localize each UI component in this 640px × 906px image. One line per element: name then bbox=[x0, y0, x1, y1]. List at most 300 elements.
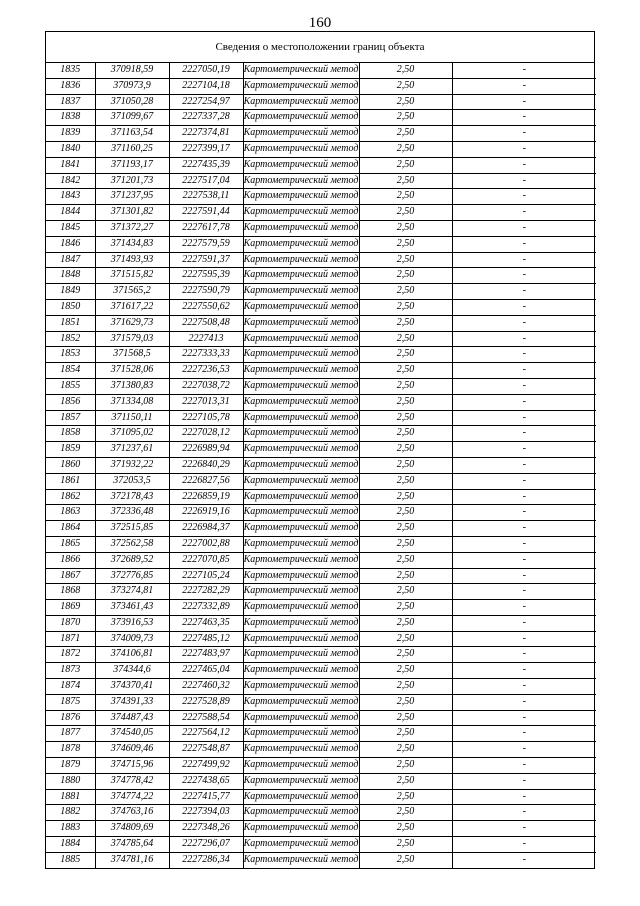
cell-coordinate-y: 2227508,48 bbox=[169, 315, 243, 331]
cell-method: Картометрический метод bbox=[243, 473, 359, 489]
cell-coordinate-y: 2227483,97 bbox=[169, 647, 243, 663]
cell-precision: 2,50 bbox=[359, 457, 452, 473]
cell-note: - bbox=[452, 805, 596, 821]
table-row bbox=[46, 442, 596, 458]
table-row bbox=[46, 252, 596, 268]
cell-coordinate-y: 2227499,92 bbox=[169, 758, 243, 774]
cell-note: - bbox=[452, 126, 596, 142]
cell-note: - bbox=[522, 853, 526, 865]
cell-precision: 2,50 bbox=[359, 758, 452, 774]
cell-precision: 2,50 bbox=[359, 852, 452, 867]
cell-precision: 2,50 bbox=[359, 584, 452, 600]
cell-coordinate-y: 2227028,12 bbox=[169, 426, 243, 442]
cell-note: - bbox=[452, 773, 596, 789]
cell-point-number: 1845 bbox=[46, 220, 95, 236]
cell-precision: 2,50 bbox=[359, 426, 452, 442]
cell-method: Картометрический метод bbox=[243, 110, 359, 126]
cell-coordinate-y: 2227337,28 bbox=[169, 110, 243, 126]
cell-coordinate-y: 2227013,31 bbox=[169, 394, 243, 410]
cell-coordinate-x: 372562,58 bbox=[95, 536, 169, 552]
cell-point-number: 1872 bbox=[46, 647, 95, 663]
cell-precision: 2,50 bbox=[359, 631, 452, 647]
cell-coordinate-y: 2227038,72 bbox=[169, 378, 243, 394]
cell-method: Картометрический метод bbox=[243, 426, 359, 442]
cell-method: Картометрический метод bbox=[243, 505, 359, 521]
cell-note: - bbox=[452, 284, 596, 300]
cell-method: Картометрический метод bbox=[243, 173, 359, 189]
cell-point-number: 1865 bbox=[46, 536, 95, 552]
cell-point-number: 1836 bbox=[46, 78, 95, 94]
cell-note: - bbox=[452, 758, 596, 774]
cell-precision: 2,50 bbox=[359, 837, 452, 853]
cell-method: Картометрический метод bbox=[243, 568, 359, 584]
cell-precision: 2,50 bbox=[359, 236, 452, 252]
table-row bbox=[46, 426, 596, 442]
cell-note: - bbox=[452, 821, 596, 837]
cell-note: - bbox=[452, 647, 596, 663]
cell-coordinate-x: 370973,9 bbox=[95, 78, 169, 94]
table-row bbox=[46, 489, 596, 505]
cell-precision: 2,50 bbox=[359, 220, 452, 236]
cell-precision: 2,50 bbox=[359, 189, 452, 205]
cell-note: - bbox=[452, 552, 596, 568]
cell-coordinate-x: 370918,59 bbox=[95, 63, 169, 78]
cell-precision: 2,50 bbox=[359, 205, 452, 221]
cell-method: Картометрический метод bbox=[243, 394, 359, 410]
cell-method: Картометрический метод bbox=[243, 758, 359, 774]
cell-method: Картометрический метод bbox=[243, 94, 359, 110]
cell-point-number: 1852 bbox=[46, 331, 95, 347]
cell-coordinate-y: 2227105,78 bbox=[169, 410, 243, 426]
cell-coordinate-y: 2227002,88 bbox=[169, 536, 243, 552]
cell-point-number: 1838 bbox=[46, 110, 95, 126]
cell-precision: 2,50 bbox=[359, 521, 452, 537]
table-row bbox=[46, 284, 596, 300]
table-row bbox=[46, 758, 596, 774]
cell-point-number: 1849 bbox=[46, 284, 95, 300]
page-number: 160 bbox=[308, 15, 332, 31]
cell-coordinate-x: 374487,43 bbox=[95, 710, 169, 726]
cell-precision: 2,50 bbox=[359, 378, 452, 394]
cell-method: Картометрический метод bbox=[243, 205, 359, 221]
cell-coordinate-y: 2227236,53 bbox=[169, 363, 243, 379]
cell-coordinate-y: 2227399,17 bbox=[169, 141, 243, 157]
cell-precision: 2,50 bbox=[359, 347, 452, 363]
cell-precision: 2,50 bbox=[359, 742, 452, 758]
cell-point-number: 1853 bbox=[46, 347, 95, 363]
cell-precision: 2,50 bbox=[359, 568, 452, 584]
table-row bbox=[46, 742, 596, 758]
cell-precision: 2,50 bbox=[359, 284, 452, 300]
cell-precision: 2,50 bbox=[359, 473, 452, 489]
cell-coordinate-x: 371237,95 bbox=[95, 189, 169, 205]
cell-coordinate-y: 2227105,24 bbox=[169, 568, 243, 584]
cell-method: Картометрический метод bbox=[243, 363, 359, 379]
cell-method: Картометрический метод bbox=[243, 679, 359, 695]
cell-note: - bbox=[452, 521, 596, 537]
table-row bbox=[46, 789, 596, 805]
cell-point-number: 1876 bbox=[46, 710, 95, 726]
cell-point-number: 1861 bbox=[46, 473, 95, 489]
cell-note: - bbox=[452, 442, 596, 458]
cell-coordinate-x: 371201,73 bbox=[95, 173, 169, 189]
table-row bbox=[46, 505, 596, 521]
cell-point-number: 1884 bbox=[46, 837, 95, 853]
table-row bbox=[46, 805, 596, 821]
cell-note: - bbox=[452, 742, 596, 758]
cell-coordinate-y: 2227282,29 bbox=[169, 584, 243, 600]
cell-precision: 2,50 bbox=[359, 710, 452, 726]
cell-method: Картометрический метод bbox=[243, 631, 359, 647]
table-row bbox=[46, 837, 596, 853]
cell-point-number: 1863 bbox=[46, 505, 95, 521]
cell-coordinate-x: 374609,46 bbox=[95, 742, 169, 758]
cell-method: Картометрический метод bbox=[243, 299, 359, 315]
cell-coordinate-x: 374540,05 bbox=[95, 726, 169, 742]
cell-note: - bbox=[452, 347, 596, 363]
cell-precision: 2,50 bbox=[359, 821, 452, 837]
table-row bbox=[46, 363, 596, 379]
cell-note: - bbox=[452, 94, 596, 110]
cell-coordinate-y: 2227550,62 bbox=[169, 299, 243, 315]
cell-coordinate-y: 2226919,16 bbox=[169, 505, 243, 521]
cell-point-number: 1885 bbox=[46, 852, 95, 867]
cell-note: - bbox=[452, 157, 596, 173]
cell-coordinate-x: 374391,33 bbox=[95, 694, 169, 710]
cell-point-number: 1875 bbox=[46, 694, 95, 710]
cell-precision: 2,50 bbox=[359, 157, 452, 173]
cell-precision: 2,50 bbox=[359, 647, 452, 663]
cell-point-number: 1856 bbox=[46, 394, 95, 410]
cell-note: - bbox=[452, 679, 596, 695]
cell-coordinate-y: 2227588,54 bbox=[169, 710, 243, 726]
table-row bbox=[46, 110, 596, 126]
table-row bbox=[46, 615, 596, 631]
cell-method: Картометрический метод bbox=[243, 600, 359, 616]
cell-coordinate-y: 2227333,33 bbox=[169, 347, 243, 363]
cell-method: Картометрический метод bbox=[243, 457, 359, 473]
cell-method: Картометрический метод bbox=[243, 189, 359, 205]
table-row bbox=[46, 78, 596, 94]
cell-point-number: 1844 bbox=[46, 205, 95, 221]
cell-note: - bbox=[452, 410, 596, 426]
cell-coordinate-x: 374763,16 bbox=[95, 805, 169, 821]
table-row bbox=[46, 457, 596, 473]
cell-note: - bbox=[452, 600, 596, 616]
cell-coordinate-x: 372515,85 bbox=[95, 521, 169, 537]
cell-method: Картометрический метод bbox=[243, 821, 359, 837]
table-row bbox=[46, 315, 596, 331]
table-row bbox=[46, 600, 596, 616]
cell-point-number: 1880 bbox=[46, 773, 95, 789]
cell-method: Картометрический метод bbox=[243, 521, 359, 537]
cell-precision: 2,50 bbox=[359, 78, 452, 94]
cell-method: Картометрический метод bbox=[243, 837, 359, 853]
cell-method: Картометрический метод bbox=[243, 347, 359, 363]
cell-method: Картометрический метод bbox=[243, 63, 359, 78]
cell-note: - bbox=[452, 63, 596, 78]
cell-coordinate-y: 2227286,34 bbox=[169, 852, 243, 867]
cell-note: - bbox=[452, 694, 596, 710]
cell-coordinate-y: 2227296,07 bbox=[169, 837, 243, 853]
cell-coordinate-y: 2227435,39 bbox=[169, 157, 243, 173]
cell-note: - bbox=[452, 394, 596, 410]
cell-coordinate-x: 374778,42 bbox=[95, 773, 169, 789]
table-row bbox=[46, 268, 596, 284]
cell-method: Картометрический метод bbox=[243, 805, 359, 821]
table-row bbox=[46, 236, 596, 252]
cell-coordinate-y: 2227595,39 bbox=[169, 268, 243, 284]
table-row bbox=[46, 726, 596, 742]
table-row bbox=[46, 220, 596, 236]
cell-point-number: 1858 bbox=[46, 426, 95, 442]
cell-method: Картометрический метод bbox=[243, 315, 359, 331]
cell-note: - bbox=[452, 663, 596, 679]
table-row bbox=[46, 157, 596, 173]
cell-precision: 2,50 bbox=[359, 94, 452, 110]
cell-method: Картометрический метод bbox=[243, 284, 359, 300]
cell-note: - bbox=[452, 536, 596, 552]
cell-method: Картометрический метод bbox=[243, 442, 359, 458]
cell-note: - bbox=[452, 363, 596, 379]
cell-precision: 2,50 bbox=[359, 600, 452, 616]
table-row bbox=[46, 710, 596, 726]
cell-precision: 2,50 bbox=[359, 410, 452, 426]
cell-point-number: 1835 bbox=[46, 63, 95, 78]
table-title: Сведения о местоположении границ объекта bbox=[46, 32, 594, 63]
cell-point-number: 1843 bbox=[46, 189, 95, 205]
cell-precision: 2,50 bbox=[359, 663, 452, 679]
cell-coordinate-x: 371932,22 bbox=[95, 457, 169, 473]
table-row bbox=[46, 568, 596, 584]
cell-precision: 2,50 bbox=[359, 679, 452, 695]
coordinates-table bbox=[46, 63, 596, 868]
cell-note: - bbox=[452, 331, 596, 347]
cell-note: - bbox=[452, 299, 596, 315]
cell-method: Картометрический метод bbox=[243, 220, 359, 236]
cell-coordinate-x: 371160,25 bbox=[95, 141, 169, 157]
cell-precision: 2,50 bbox=[359, 315, 452, 331]
cell-point-number: 1860 bbox=[46, 457, 95, 473]
cell-coordinate-y: 2227070,85 bbox=[169, 552, 243, 568]
cell-method: Картометрический метод bbox=[243, 268, 359, 284]
cell-coordinate-x: 374774,22 bbox=[95, 789, 169, 805]
cell-note: - bbox=[452, 584, 596, 600]
cell-coordinate-y: 2227460,32 bbox=[169, 679, 243, 695]
cell-coordinate-x: 374106,81 bbox=[95, 647, 169, 663]
cell-point-number: 1848 bbox=[46, 268, 95, 284]
cell-coordinate-y: 2227538,11 bbox=[169, 189, 243, 205]
cell-coordinate-y: 2227348,26 bbox=[169, 821, 243, 837]
cell-point-number: 1847 bbox=[46, 252, 95, 268]
cell-coordinate-x: 371515,82 bbox=[95, 268, 169, 284]
cell-precision: 2,50 bbox=[359, 394, 452, 410]
cell-method: Картометрический метод bbox=[243, 852, 359, 867]
cell-precision: 2,50 bbox=[359, 726, 452, 742]
table-row bbox=[46, 331, 596, 347]
cell-note: - bbox=[452, 615, 596, 631]
cell-coordinate-x: 373916,53 bbox=[95, 615, 169, 631]
cell-coordinate-y: 2226984,37 bbox=[169, 521, 243, 537]
cell-precision: 2,50 bbox=[359, 505, 452, 521]
cell-method: Картометрический метод bbox=[243, 536, 359, 552]
cell-coordinate-y: 2227590,79 bbox=[169, 284, 243, 300]
cell-coordinate-y: 2227591,37 bbox=[169, 252, 243, 268]
cell-precision: 2,50 bbox=[359, 805, 452, 821]
cell-coordinate-y: 2227485,12 bbox=[169, 631, 243, 647]
table-row bbox=[46, 94, 596, 110]
cell-note: - bbox=[452, 378, 596, 394]
cell-coordinate-x: 372178,43 bbox=[95, 489, 169, 505]
cell-note: - bbox=[452, 173, 596, 189]
cell-point-number: 1839 bbox=[46, 126, 95, 142]
cell-coordinate-x: 371150,11 bbox=[95, 410, 169, 426]
table-row bbox=[46, 821, 596, 837]
cell-point-number: 1883 bbox=[46, 821, 95, 837]
cell-coordinate-y: 2227617,78 bbox=[169, 220, 243, 236]
cell-note: - bbox=[452, 710, 596, 726]
cell-point-number: 1868 bbox=[46, 584, 95, 600]
table-body bbox=[46, 63, 596, 868]
table-row bbox=[46, 473, 596, 489]
cell-coordinate-y: 2226840,29 bbox=[169, 457, 243, 473]
cell-point-number: 1864 bbox=[46, 521, 95, 537]
table-row bbox=[46, 410, 596, 426]
cell-coordinate-y: 2227394,03 bbox=[169, 805, 243, 821]
cell-coordinate-x: 372053,5 bbox=[95, 473, 169, 489]
table-row bbox=[46, 394, 596, 410]
cell-note: - bbox=[452, 837, 596, 853]
cell-note: - bbox=[452, 568, 596, 584]
cell-precision: 2,50 bbox=[359, 331, 452, 347]
cell-point-number: 1850 bbox=[46, 299, 95, 315]
cell-method: Картометрический метод bbox=[243, 378, 359, 394]
cell-coordinate-y: 2226859,19 bbox=[169, 489, 243, 505]
cell-point-number: 1862 bbox=[46, 489, 95, 505]
cell-note: - bbox=[452, 473, 596, 489]
cell-note: - bbox=[452, 315, 596, 331]
cell-precision: 2,50 bbox=[359, 789, 452, 805]
cell-precision: 2,50 bbox=[359, 694, 452, 710]
table-row bbox=[46, 63, 596, 78]
cell-point-number: 1842 bbox=[46, 173, 95, 189]
cell-point-number: 1859 bbox=[46, 442, 95, 458]
cell-precision: 2,50 bbox=[359, 173, 452, 189]
table-row bbox=[46, 378, 596, 394]
table-row bbox=[46, 347, 596, 363]
cell-coordinate-x: 371099,67 bbox=[95, 110, 169, 126]
cell-coordinate-y: 2227548,87 bbox=[169, 742, 243, 758]
cell-method: Картометрический метод bbox=[243, 552, 359, 568]
table-row bbox=[46, 584, 596, 600]
cell-note: - bbox=[452, 78, 596, 94]
cell-point-number: 1878 bbox=[46, 742, 95, 758]
cell-coordinate-x: 371237,61 bbox=[95, 442, 169, 458]
cell-coordinate-x: 373461,43 bbox=[95, 600, 169, 616]
cell-coordinate-y: 2226989,94 bbox=[169, 442, 243, 458]
cell-coordinate-y: 2227254,97 bbox=[169, 94, 243, 110]
cell-coordinate-x: 371334,08 bbox=[95, 394, 169, 410]
cell-coordinate-y: 2227517,04 bbox=[169, 173, 243, 189]
cell-method: Картометрический метод bbox=[243, 726, 359, 742]
cell-coordinate-y: 2227050,19 bbox=[169, 63, 243, 78]
table-row bbox=[46, 773, 596, 789]
cell-coordinate-x: 371050,28 bbox=[95, 94, 169, 110]
cell-precision: 2,50 bbox=[359, 615, 452, 631]
cell-coordinate-y: 2227591,44 bbox=[169, 205, 243, 221]
table-row bbox=[46, 536, 596, 552]
cell-coordinate-x: 372689,52 bbox=[95, 552, 169, 568]
cell-point-number: 1879 bbox=[46, 758, 95, 774]
cell-coordinate-x: 371163,54 bbox=[95, 126, 169, 142]
cell-method: Картометрический метод bbox=[243, 157, 359, 173]
cell-note: - bbox=[452, 220, 596, 236]
table-row bbox=[46, 679, 596, 695]
cell-note: - bbox=[452, 489, 596, 505]
cell-method: Картометрический метод bbox=[243, 694, 359, 710]
cell-method: Картометрический метод bbox=[243, 78, 359, 94]
cell-coordinate-y: 2227463,35 bbox=[169, 615, 243, 631]
cell-note: - bbox=[452, 505, 596, 521]
cell-coordinate-x: 371301,82 bbox=[95, 205, 169, 221]
cell-precision: 2,50 bbox=[359, 299, 452, 315]
cell-point-number: 1882 bbox=[46, 805, 95, 821]
cell-note: - bbox=[452, 236, 596, 252]
cell-precision: 2,50 bbox=[359, 773, 452, 789]
table-row bbox=[46, 552, 596, 568]
cell-note: - bbox=[452, 205, 596, 221]
cell-method: Картометрический метод bbox=[243, 584, 359, 600]
table-row bbox=[46, 663, 596, 679]
cell-point-number: 1857 bbox=[46, 410, 95, 426]
cell-point-number: 1870 bbox=[46, 615, 95, 631]
cell-coordinate-y: 2226827,56 bbox=[169, 473, 243, 489]
cell-note: - bbox=[452, 141, 596, 157]
cell-method: Картометрический метод bbox=[243, 710, 359, 726]
cell-point-number: 1873 bbox=[46, 663, 95, 679]
cell-coordinate-x: 374370,41 bbox=[95, 679, 169, 695]
cell-coordinate-x: 372336,48 bbox=[95, 505, 169, 521]
cell-precision: 2,50 bbox=[359, 442, 452, 458]
cell-method: Картометрический метод bbox=[243, 489, 359, 505]
boundary-table bbox=[45, 31, 595, 869]
cell-precision: 2,50 bbox=[359, 126, 452, 142]
cell-coordinate-x: 371617,22 bbox=[95, 299, 169, 315]
cell-coordinate-y: 2227528,89 bbox=[169, 694, 243, 710]
cell-coordinate-y: 2227438,65 bbox=[169, 773, 243, 789]
table-row bbox=[46, 205, 596, 221]
cell-precision: 2,50 bbox=[359, 268, 452, 284]
cell-method: Картометрический метод bbox=[243, 236, 359, 252]
cell-point-number: 1881 bbox=[46, 789, 95, 805]
cell-point-number: 1846 bbox=[46, 236, 95, 252]
cell-note: - bbox=[452, 268, 596, 284]
cell-method: Картометрический метод bbox=[243, 789, 359, 805]
cell-point-number: 1866 bbox=[46, 552, 95, 568]
cell-point-number: 1871 bbox=[46, 631, 95, 647]
cell-precision: 2,50 bbox=[359, 252, 452, 268]
cell-method: Картометрический метод bbox=[243, 410, 359, 426]
cell-method: Картометрический метод bbox=[243, 331, 359, 347]
table-row bbox=[46, 173, 596, 189]
cell-coordinate-x: 371568,5 bbox=[95, 347, 169, 363]
cell-precision: 2,50 bbox=[359, 63, 452, 78]
cell-precision: 2,50 bbox=[359, 110, 452, 126]
cell-method: Картометрический метод bbox=[243, 126, 359, 142]
cell-coordinate-x: 371372,27 bbox=[95, 220, 169, 236]
cell-coordinate-x: 371629,73 bbox=[95, 315, 169, 331]
cell-coordinate-x: 371579,03 bbox=[95, 331, 169, 347]
